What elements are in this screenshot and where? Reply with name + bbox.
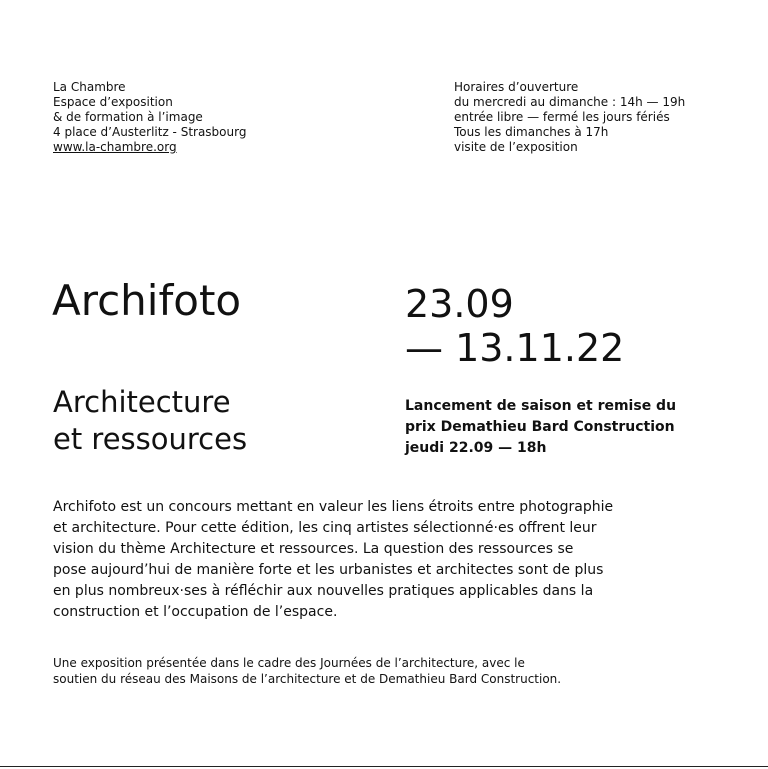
venue-name: La Chambre bbox=[53, 80, 126, 94]
hours-visit: visite de l’exposition bbox=[454, 140, 578, 154]
description-line: et architecture. Pour cette édition, les cinq artistes sélectionné·es offrent leur bbox=[53, 520, 597, 536]
subtitle-line-1: Architecture bbox=[53, 385, 231, 419]
launch-line-2: prix Demathieu Bard Construction bbox=[405, 419, 675, 435]
subtitle-line-2: et ressources bbox=[53, 422, 248, 456]
venue-description-2: & de formation à l’image bbox=[53, 110, 203, 124]
launch-event bbox=[405, 396, 676, 459]
description-paragraph bbox=[53, 497, 613, 623]
venue-description-1: Espace d’exposition bbox=[53, 95, 173, 109]
footnote-line: soutien du réseau des Maisons de l’architecture et de Demathieu Bard Construction. bbox=[53, 672, 562, 686]
date-start: 23.09 bbox=[405, 282, 514, 326]
description-line: pose aujourd’hui de manière forte et les urbanistes et architectes sont de plus bbox=[53, 562, 604, 578]
website-link[interactable]: www.la-chambre.org bbox=[53, 140, 177, 154]
bottom-divider bbox=[0, 766, 768, 767]
footnote bbox=[53, 655, 561, 687]
venue-address: 4 place d’Austerlitz - Strasbourg bbox=[53, 125, 247, 139]
launch-line-1: Lancement de saison et remise du bbox=[405, 398, 677, 414]
hours-entry: entrée libre — fermé les jours fériés bbox=[454, 110, 670, 124]
description-line: en plus nombreux·ses à réfléchir aux nouvelles pratiques applicables dans la bbox=[53, 583, 594, 599]
exhibition-subtitle bbox=[53, 384, 247, 458]
description-line: Archifoto est un concours mettant en valeur les liens étroits entre photographie bbox=[53, 499, 614, 515]
hours-heading: Horaires d’ouverture bbox=[454, 80, 579, 94]
description-line: construction et l’occupation de l’espace. bbox=[53, 604, 338, 620]
footnote-line: Une exposition présentée dans le cadre des Journées de l’architecture, avec le bbox=[53, 656, 525, 670]
exhibition-dates bbox=[405, 282, 624, 370]
description-line: vision du thème Architecture et ressources. La question des ressources se bbox=[53, 541, 574, 557]
venue-info bbox=[53, 80, 246, 155]
launch-date: jeudi 22.09 — 18h bbox=[405, 440, 547, 456]
opening-hours bbox=[454, 80, 685, 155]
hours-sunday: Tous les dimanches à 17h bbox=[454, 125, 609, 139]
date-end: — 13.11.22 bbox=[405, 326, 625, 370]
hours-days: du mercredi au dimanche : 14h — 19h bbox=[454, 95, 686, 109]
exhibition-title: Archifoto bbox=[52, 276, 242, 325]
